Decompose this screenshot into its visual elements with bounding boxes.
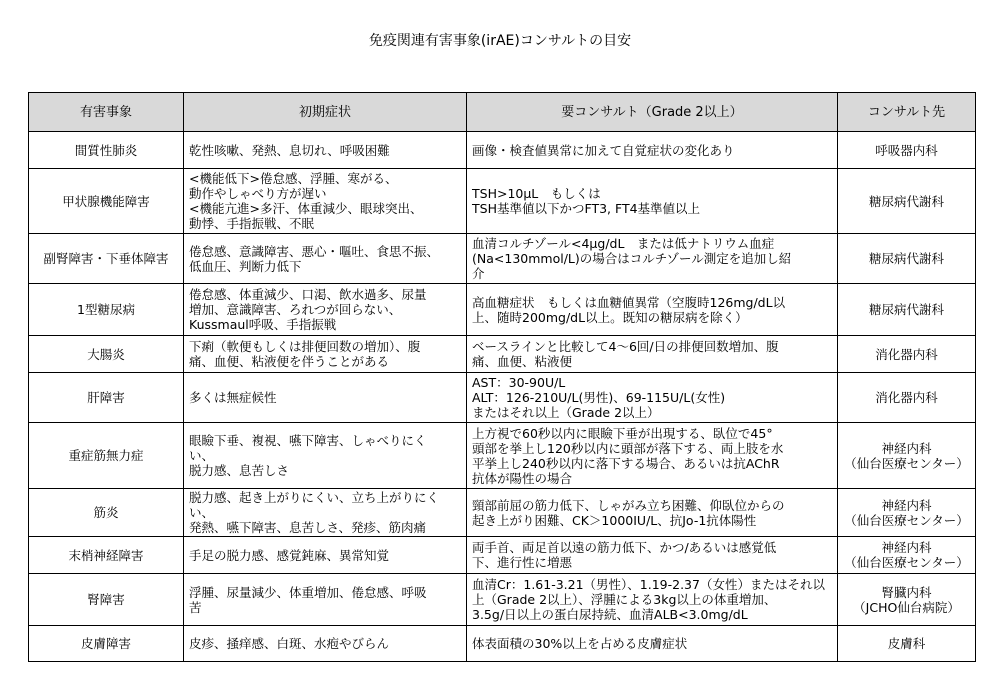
department-cell: 呼吸器内科 bbox=[838, 132, 976, 169]
department-cell: 消化器内科 bbox=[838, 373, 976, 423]
symptoms-cell: 皮疹、掻痒感、白斑、水疱やびらん bbox=[184, 626, 467, 662]
table-header-row bbox=[29, 93, 976, 132]
symptoms-cell: 下痢（軟便もしくは排便回数の増加）、腹 痛、血便、粘液便を伴うことがある bbox=[184, 336, 467, 373]
department-cell: 腎臓内科 （JCHO仙台病院） bbox=[838, 574, 976, 626]
header-adverse-event: 有害事象 bbox=[29, 93, 184, 132]
criteria-cell: 上方視で60秒以内に眼瞼下垂が出現する、臥位で45° 頭部を挙上し120秒以内に頭部が落下する、両上肢を水 平挙上し240秒以内に落下する場合、あるいは抗AChR 抗体が陽性の場合 bbox=[467, 423, 838, 489]
table-row bbox=[29, 284, 976, 336]
criteria-cell: 頸部前屈の筋力低下、しゃがみ立ち困難、仰臥位からの 起き上がり困難、CK＞1000IU/L、抗Jo-1抗体陽性 bbox=[467, 489, 838, 537]
document-title: 免疫関連有害事象(irAE)コンサルトの目安 bbox=[368, 33, 632, 49]
criteria-cell: 画像・検査値異常に加えて自覚症状の変化あり bbox=[467, 132, 838, 169]
adverse-event-cell: 副腎障害・下垂体障害 bbox=[29, 234, 184, 284]
table-row bbox=[29, 574, 976, 626]
adverse-event-cell: 皮膚障害 bbox=[29, 626, 184, 662]
department-cell: 神経内科 （仙台医療センター） bbox=[838, 537, 976, 574]
department-cell: 糖尿病代謝科 bbox=[838, 169, 976, 234]
table-row bbox=[29, 234, 976, 284]
irae-consult-table bbox=[28, 92, 976, 662]
criteria-cell: TSH>10μL もしくは TSH基準値以下かつFT3, FT4基準値以上 bbox=[467, 169, 838, 234]
criteria-cell: 血清コルチゾール<4μg/dL または低ナトリウム血症 (Na<130mmol/L)の場合はコルチゾール測定を追加し紹 介 bbox=[467, 234, 838, 284]
table-row bbox=[29, 537, 976, 574]
symptoms-cell: <機能低下>倦怠感、浮腫、寒がる、 動作やしゃべり方が遅い <機能亢進>多汗、体重減少、眼球突出、 動悸、手指振戦、不眠 bbox=[184, 169, 467, 234]
table-row bbox=[29, 132, 976, 169]
adverse-event-cell: 重症筋無力症 bbox=[29, 423, 184, 489]
table-row bbox=[29, 169, 976, 234]
criteria-cell: 体表面積の30%以上を占める皮膚症状 bbox=[467, 626, 838, 662]
criteria-cell: 高血糖症状 もしくは血糖値異常（空腹時126mg/dL以 上、随時200mg/dL以上。既知の糖尿病を除く） bbox=[467, 284, 838, 336]
table-row bbox=[29, 423, 976, 489]
adverse-event-cell: 大腸炎 bbox=[29, 336, 184, 373]
criteria-cell: AST：30-90U/L ALT：126-210U/L(男性)、69-115U/L(女性) またはそれ以上（Grade 2以上） bbox=[467, 373, 838, 423]
department-cell: 神経内科 （仙台医療センター） bbox=[838, 489, 976, 537]
adverse-event-cell: 間質性肺炎 bbox=[29, 132, 184, 169]
department-cell: 糖尿病代謝科 bbox=[838, 234, 976, 284]
criteria-cell: 両手首、両足首以遠の筋力低下、かつ/あるいは感覚低 下、進行性に増悪 bbox=[467, 537, 838, 574]
symptoms-cell: 倦怠感、体重減少、口渇、飲水過多、尿量 増加、意識障害、ろれつが回らない、 Kussmaul呼吸、手指振戦 bbox=[184, 284, 467, 336]
symptoms-cell: 脱力感、起き上がりにくい、立ち上がりにくい、 発熱、嚥下障害、息苦しさ、発疹、筋肉痛 bbox=[184, 489, 467, 537]
adverse-event-cell: 腎障害 bbox=[29, 574, 184, 626]
table-row bbox=[29, 336, 976, 373]
table-row bbox=[29, 373, 976, 423]
symptoms-cell: 倦怠感、意識障害、悪心・嘔吐、食思不振、 低血圧、判断力低下 bbox=[184, 234, 467, 284]
header-consult-department: コンサルト先 bbox=[838, 93, 976, 132]
table-row bbox=[29, 489, 976, 537]
adverse-event-cell: 肝障害 bbox=[29, 373, 184, 423]
criteria-cell: ベースラインと比較して4～6回/日の排便回数増加、腹 痛、血便、粘液便 bbox=[467, 336, 838, 373]
symptoms-cell: 手足の脱力感、感覚鈍麻、異常知覚 bbox=[184, 537, 467, 574]
header-initial-symptoms: 初期症状 bbox=[184, 93, 467, 132]
table-row bbox=[29, 626, 976, 662]
symptoms-cell: 浮腫、尿量減少、体重増加、倦怠感、呼吸 苦 bbox=[184, 574, 467, 626]
adverse-event-cell: 甲状腺機能障害 bbox=[29, 169, 184, 234]
adverse-event-cell: 筋炎 bbox=[29, 489, 184, 537]
symptoms-cell: 多くは無症候性 bbox=[184, 373, 467, 423]
symptoms-cell: 乾性咳嗽、発熱、息切れ、呼吸困難 bbox=[184, 132, 467, 169]
department-cell: 皮膚科 bbox=[838, 626, 976, 662]
department-cell: 神経内科 （仙台医療センター） bbox=[838, 423, 976, 489]
criteria-cell: 血清Cr：1.61-3.21（男性）、1.19-2.37（女性）またはそれ以 上（Grade 2以上）、浮腫による3kg以上の体重増加、 3.5g/日以上の蛋白尿持続、血清ALB<3.0mg/dL bbox=[467, 574, 838, 626]
adverse-event-cell: 末梢神経障害 bbox=[29, 537, 184, 574]
department-cell: 糖尿病代謝科 bbox=[838, 284, 976, 336]
department-cell: 消化器内科 bbox=[838, 336, 976, 373]
symptoms-cell: 眼瞼下垂、複視、嚥下障害、しゃべりにく い、 脱力感、息苦しさ bbox=[184, 423, 467, 489]
header-consult-criteria: 要コンサルト（Grade 2以上） bbox=[467, 93, 838, 132]
adverse-event-cell: 1型糖尿病 bbox=[29, 284, 184, 336]
